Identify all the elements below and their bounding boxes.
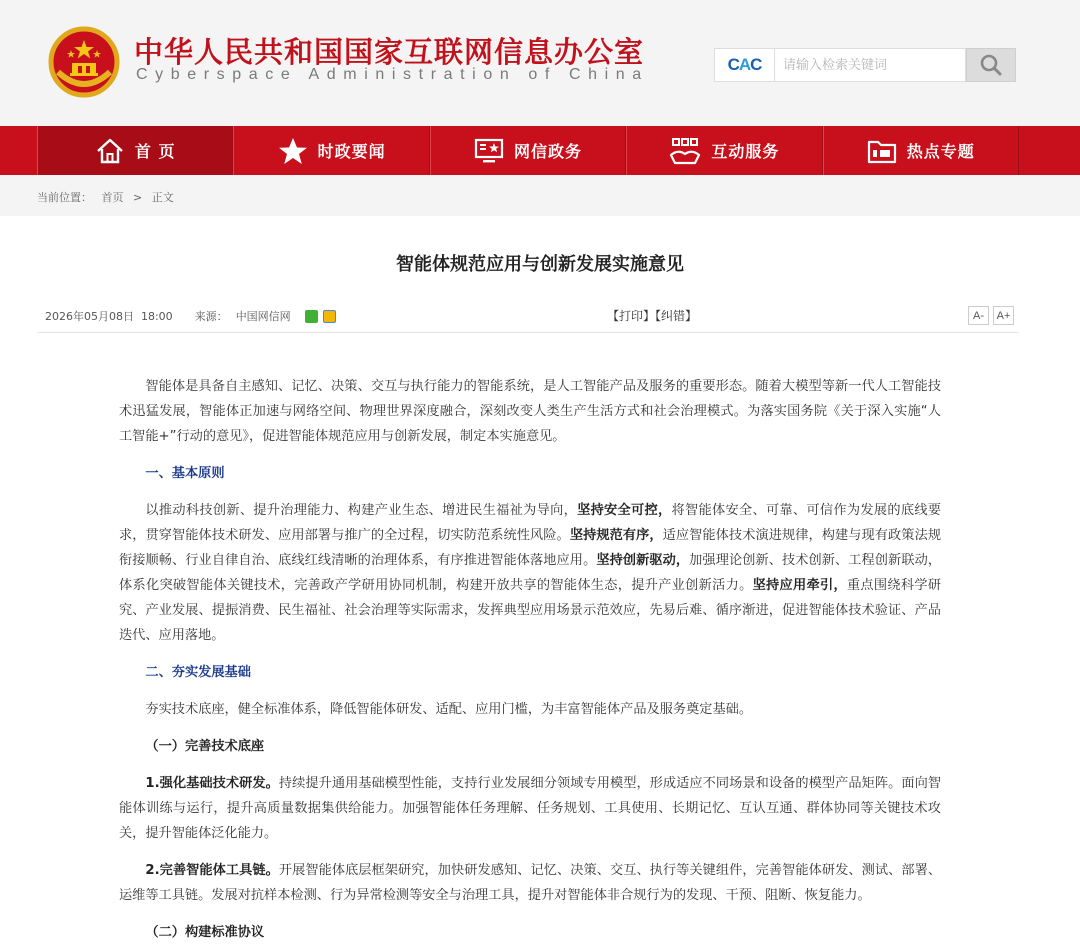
wechat-share-icon[interactable] [305,310,318,323]
monitor-icon [474,138,504,164]
article-meta [45,308,341,324]
nav-item-topics[interactable] [823,126,1019,175]
logo-letter: A [738,55,751,74]
logo-letter: C [727,55,739,74]
text-run: 以推动科技创新、提升治理能力、构建产业生态、增进民生福祉为导向， [145,503,578,518]
bold-phrase: 2.完善智能体工具链。 [145,863,279,878]
site-header [0,0,1080,126]
search-button[interactable] [966,48,1016,82]
breadcrumb-label: 当前位置： [37,191,92,204]
paragraph [119,858,941,908]
site-title: 中华人民共和国国家互联网信息办公室 [134,35,645,69]
breadcrumb-current: 正文 [151,191,174,204]
search-box [714,48,1002,82]
handshake-icon [669,137,701,165]
font-size-controls [968,306,1018,325]
cac-logo [714,48,774,82]
nav-label: 热点专题 [906,142,975,161]
qzone-share-icon[interactable] [323,310,336,323]
text-run: 重点围绕科学研究、产业发展、提振消费、民生福祉、社会治理等实际需求，发挥典型应用场景示范效应，先易后难、循序渐进，促进智能体技术验证、产品迭代、应用落地。 [119,578,942,643]
article-source: 中国网信网 [235,310,291,323]
bold-phrase: 坚持创新驱动， [596,553,690,568]
font-decrease-button[interactable]: A- [968,306,989,325]
text-run: 将智能体安全、可靠、可信作为发展的底线要求，贯穿智能体技术研发、应用部署与推广的全过程，切实防范系统性风险。 [119,503,942,543]
text-run: 适应智能体技术演进规律，构建与现有政策法规衔接顺畅、行业自律自治、底线红线清晰的治理体系，有序推进智能体落地应用。 [119,528,942,568]
print-links [607,307,697,324]
font-increase-button[interactable]: A+ [993,306,1014,325]
article-title: 智能体规范应用与创新发展实施意见 [396,254,684,275]
nav-label: 网信政务 [513,142,582,161]
paragraph [119,498,941,648]
divider [37,332,1019,333]
article-date: 2026年05月08日 18:00 [45,310,173,323]
subsection-heading: （一）完善技术底座 [145,739,265,754]
breadcrumb-bar [0,175,1080,216]
paragraph [119,771,941,846]
source-label: 来源： [194,310,228,323]
logo-letter: C [750,55,762,74]
nav-label: 首 页 [134,142,176,161]
breadcrumb-separator: > [133,191,143,204]
print-link[interactable]: 【打印】 [607,309,656,323]
text-run: 持续提升通用基础模型性能，支持行业发展细分领域专用模型，形成适应不同场景和设备的模型产品矩阵。面向智能体训练与运行，提升高质量数据集供给能力。加强智能体任务理解、任务规划、工具使用、长期记忆、互认互通、群体协同等关键技术攻关，提升智能体泛化能力。 [119,776,942,841]
star-icon [278,137,308,165]
text-run: 开展智能体底层框架研究，加快研发感知、记忆、决策、交互、执行等关键组件，完善智能体研发、测试、部署、运维等工具链。发展对抗样本检测、行为异常检测等安全与治理工具，提升对智能体非合规行为的发现、干预、阻断、恢复能力。 [119,863,942,903]
site-subtitle: Cyberspace Administration of China [136,66,649,83]
bold-phrase: 坚持应用牵引， [752,578,847,593]
search-icon [979,53,1003,77]
nav-item-service[interactable] [626,126,822,175]
nav-label: 时政要闻 [317,142,386,161]
breadcrumb-home-link[interactable]: 首页 [101,191,124,204]
bold-phrase: 1.强化基础技术研发。 [145,776,279,791]
main-nav [0,126,1080,175]
paragraph: 夯实技术底座，健全标准体系，降低智能体研发、适配、应用门槛，为丰富智能体产品及服务奠定基础。 [145,702,753,717]
article-body [119,374,941,944]
national-emblem-icon [48,26,120,98]
folder-icon [867,138,897,164]
search-input[interactable] [774,48,966,82]
nav-item-affairs[interactable] [430,126,626,175]
nav-item-home[interactable] [37,126,233,175]
bold-phrase: 坚持安全可控， [577,503,672,518]
section-heading: 一、基本原则 [145,466,225,481]
correction-link[interactable]: 【纠错】 [655,309,698,323]
nav-item-news[interactable] [233,126,429,175]
breadcrumb [37,189,180,205]
bold-phrase: 坚持规范有序， [569,528,663,543]
text-run: 加强理论创新、技术创新、工程创新联动，体系化突破智能体关键技术，完善政产学研用协同机制，构建开放共享的智能体生态，提升产业创新活力。 [119,553,942,593]
share-buttons [305,310,341,323]
home-icon [95,138,125,164]
section-heading: 二、夯实发展基础 [145,665,251,680]
nav-label: 互动服务 [711,142,780,161]
subsection-heading: （二）构建标准协议 [145,925,265,940]
paragraph: 智能体是具备自主感知、记忆、决策、交互与执行能力的智能系统，是人工智能产品及服务的重要形态。随着大模型等新一代人工智能技术迅猛发展，智能体正加速与网络空间、物理世界深度融合，深刻改变人类生产生活方式和社会治理模式。为落实国务院《关于深入实施“人工智能+”行动的意见》，促进智能体规范应用与创新发展，制定本实施意见。 [119,379,941,444]
